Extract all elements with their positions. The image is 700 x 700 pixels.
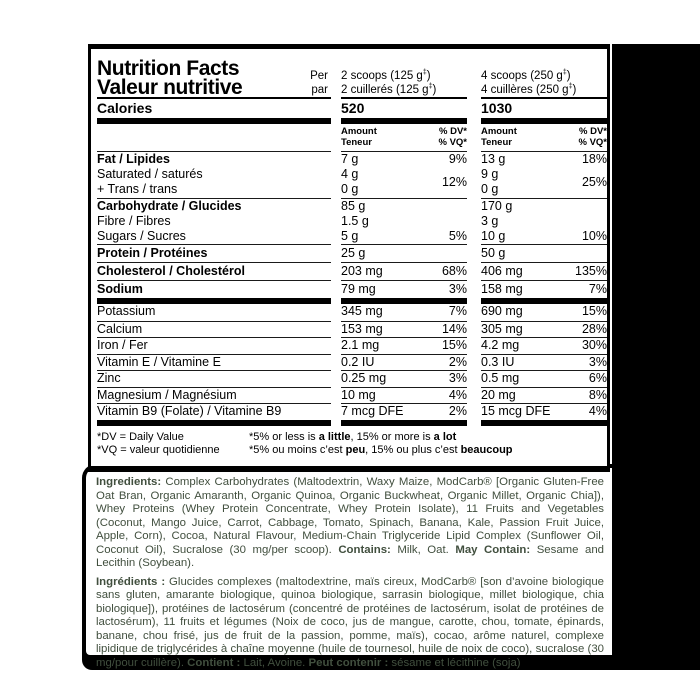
table-title-cell [97,53,331,97]
potassium-row [91,304,607,321]
calories-label: Calories [97,97,331,118]
dagger-icon: ‡ [562,69,567,77]
calcium-row [91,321,607,338]
calories-value-col1: 520 [341,97,467,118]
ingredients-text-en: Complex Carbohydrates (Maltodextrin, Waxy Maize, ModCarb® [Organic Gluten-Free Oat Bran, Organic Amaranth, Organic Quinoa, Organic Buckwheat, Organic Millet, Organic Chia]), Whey Proteins (Whey Protein Concentrate, Whey Protein Isolate), 11 Fruits and Vegetables (Coconut, Mango Juice, Carrot, Cabbage, Tomato, Spinach, Banana, Kale, Passion Fruit Juice, Apple, Corn), Cocoa, Natural Flavour, Medium-Chain Triglyceride Lipid Complex (Sunflower Oil, Coconut Oil), Sucralose (30 mg/per scoop). [96,476,604,556]
calories-value-col2: 1030 [481,97,607,118]
amount-dv-header-col2 [481,124,607,151]
vitamin-b9-row [91,403,607,420]
carbohydrate-row [91,198,607,245]
micro-label: Calcium [97,321,331,338]
ingredients-label-en: Ingredients: [96,476,162,488]
ingredients-label-fr: Ingrédients : [96,575,166,588]
zinc-row [91,370,607,387]
dv-header: % DV* % VQ* [578,126,607,148]
fat-row [91,151,607,198]
micro-values-col1: 153 mg 14% [341,321,467,336]
dagger-icon: ‡ [422,69,427,77]
magnesium-row [91,387,607,404]
may-contain-label-en: May Contain: [455,543,531,556]
contains-text-en: Milk, Oat. [390,543,456,556]
scale-fr: *5% ou moins c’est peu, 15% ou plus c’est beaucoup [249,444,513,456]
cholesterol-label: Cholesterol / Cholestérol [97,262,331,280]
protein-label: Protein / Protéines [97,244,331,262]
serving1-fr: 2 cuillerés (125 g‡) [341,83,437,96]
label-black-background-right [612,44,700,670]
sodium-label: Sodium [97,280,331,298]
micro-values-col2: 0.5 mg 6% [481,371,607,385]
serving-size-col1 [341,53,467,97]
amount-header: Amount Teneur [481,126,517,148]
sodium-values-col1: 79 mg 3% [341,282,467,296]
vq-footnote: *VQ = valeur quotidienne [97,444,220,456]
footnote-scale [249,431,513,467]
dv-header: % DV* % VQ* [438,126,467,148]
micro-values-col1: 2.1 mg 15% [341,338,467,352]
serving1-en: 2 scoops (125 g‡) [341,69,431,82]
carbohydrate-values-col1: 85 g 1.5 g 5 g 5% [341,198,467,243]
dagger-icon: ‡ [568,83,573,91]
fat-labels: Fat / Lipides Saturated / saturés + Trans / trans [97,151,331,198]
fat-values-col2: 13 g 9 g 0 g 18% 25% [481,152,607,196]
micro-label: Zinc [97,370,331,387]
protein-values-col1: 25 g [341,244,467,262]
protein-row [91,244,607,262]
footnotes [97,426,607,467]
cholesterol-row [91,262,607,280]
micro-values-col2: 690 mg 15% [481,304,607,318]
cholesterol-values-col2: 406 mg 135% [481,264,607,278]
dv-footnote: *DV = Daily Value [97,430,184,443]
may-contain-text-en: Sesame and Lecithin (Soybean). [96,543,605,569]
serving2-fr: 4 cuillères (250 g‡) [481,83,577,96]
carbohydrate-values-col2: 170 g 3 g 10 g 10% [481,198,607,243]
micro-values-col2: 0.3 IU 3% [481,354,607,369]
micro-values-col1: 10 mg 4% [341,387,467,402]
protein-values-col2: 50 g [481,244,607,262]
micro-values-col2: 305 mg 28% [481,321,607,336]
contains-label-en: Contains: [338,543,391,556]
ingredients-text-fr: Glucides complexes (maltodextrine, maïs cireux, ModCarb® [son d’avoine biologique sans gluten, amarante biologique, quinoa biologique, sarrasin biologique, millet biologique, chia biologique]), protéines de lactosérum (concentré de protéines de lactosérum, isolat de protéines de lactosérum), 11 fruits et légumes (Noix de coco, jus de mangue, carotte, chou, tomate, épinards, banane, chou frisé, jus de fruit de la passion, pomme, maïs), cocao, arôme naturel, complexe lipidique de triglycérides à chaîne moyenne (huile de tournesol, huile de noix de coco), sucralose (30 mg/pour cuillère). [96,575,604,669]
ingredients-box-inner [86,468,612,669]
micro-values-col1: 0.25 mg 3% [341,371,467,385]
vitamin-e-row [91,354,607,371]
micro-values-col2: 15 mcg DFE 4% [481,404,607,418]
title-en: Nutrition Facts [97,57,240,80]
table-header-row [91,49,607,97]
micro-values-col2: 4.2 mg 30% [481,338,607,352]
ingredients-paragraph-fr [96,576,604,671]
ingredients-box [82,464,616,670]
sodium-row [91,280,607,298]
carbohydrate-labels: Carbohydrate / Glucides Fibre / Fibres Sugars / Sucres [97,198,331,245]
ingredients-paragraph-en [96,476,604,571]
column-header-row [91,124,607,151]
micro-values-col1: 7 mcg DFE 2% [341,404,467,418]
micro-values-col1: 345 mg 7% [341,304,467,318]
amount-header: Amount Teneur [341,126,377,148]
micro-label: Iron / Fer [97,337,331,354]
nutrition-facts-table [88,44,610,472]
footnote-definitions [97,431,249,467]
contains-label-fr: Contient : [187,656,241,669]
amount-dv-header-col1 [341,124,467,151]
calories-row [91,97,607,118]
per-par [310,69,331,97]
par-label: par [311,84,328,96]
iron-row [91,337,607,354]
cholesterol-values-col1: 203 mg 68% [341,264,467,278]
contains-text-fr: Lait, Avoine. [240,656,309,669]
may-contain-label-fr: Peut contenir : [308,656,389,669]
micro-values-col2: 20 mg 8% [481,387,607,402]
may-contain-text-fr: sésame et lécithine (soja) [388,656,521,669]
table-titles [97,59,242,97]
serving2-en: 4 scoops (250 g‡) [481,69,571,82]
micro-label: Vitamin B9 (Folate) / Vitamine B9 [97,403,331,420]
micro-label: Vitamin E / Vitamine E [97,354,331,371]
micro-label: Magnesium / Magnésium [97,387,331,404]
dagger-icon: ‡ [428,83,433,91]
serving-size-col2 [481,53,607,97]
micro-label: Potassium [97,304,156,318]
sodium-values-col2: 158 mg 7% [481,282,607,296]
scale-en: *5% or less is a little, 15% or more is a lot [249,430,457,443]
fat-values-col1: 7 g 4 g 0 g 9% 12% [341,152,467,196]
title-fr: Valeur nutritive [97,76,243,99]
per-label: Per [310,70,328,82]
micro-values-col1: 0.2 IU 2% [341,354,467,369]
